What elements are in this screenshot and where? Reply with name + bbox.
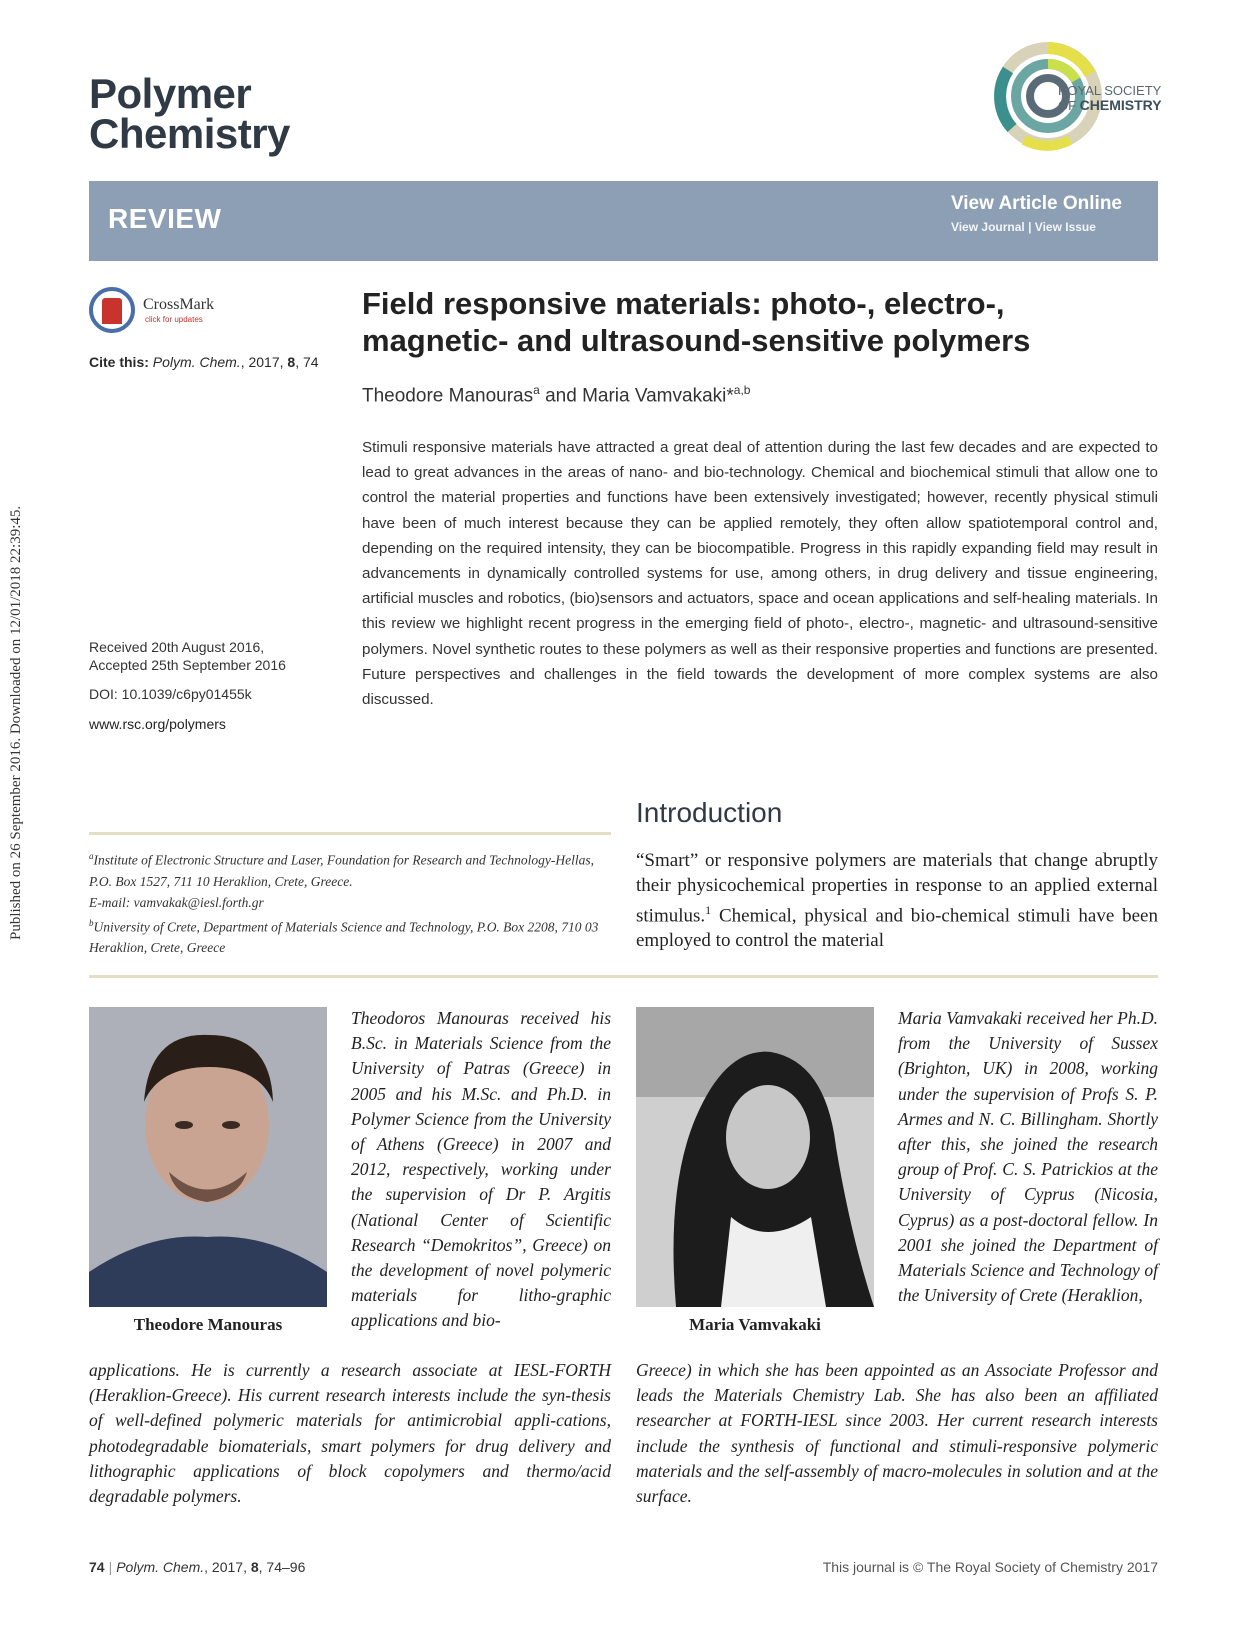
- author-list: [362, 383, 750, 407]
- author-and: and: [539, 385, 583, 407]
- affiliation-a-text: Institute of Electronic Structure and Laser, Foundation for Research and Technology-Hellas, P.O. Box 1527, 711 10 Heraklion, Crete, Greece.: [89, 852, 594, 889]
- cite-page: , 74: [295, 354, 319, 370]
- cite-journal: Polym. Chem.: [152, 354, 241, 370]
- footer-journal: Polym. Chem.: [116, 1559, 205, 1575]
- view-links: [951, 220, 1122, 234]
- article-type-label: REVIEW: [108, 203, 222, 234]
- view-journal-link[interactable]: View Journal: [950, 220, 1025, 234]
- bio-vamvakaki-part1: Maria Vamvakaki received her Ph.D. from the University of Sussex (Brighton, UK) in 2008, working under the supervision of Profs S. P. Armes and N. C. Billingham. Shortly after this, she joined the research group of Prof. C. S. Patrickios at the University of Cyprus (Nicosia, Cyprus) as a post-doctoral fellow. In 2001 she joined the Department of Materials Science and Technology of the University of Crete (Heraklion,: [898, 1008, 1158, 1306]
- banner-links: [951, 193, 1122, 234]
- footer-volume: 8: [250, 1559, 259, 1575]
- view-article-online-link[interactable]: View Article Online: [950, 193, 1122, 214]
- photo-caption-vamvakaki: Maria Vamvakaki: [689, 1315, 821, 1334]
- copyright: This journal is © The Royal Society of Chemistry 2017: [822, 1559, 1158, 1575]
- footer-year: , 2017,: [204, 1559, 251, 1575]
- footer-citation: [89, 1559, 305, 1575]
- doi[interactable]: DOI: 10.1039/c6py01455k: [89, 686, 252, 702]
- journal-title-line1: Polymer: [89, 70, 252, 117]
- author-2-affil: a,b: [733, 383, 751, 397]
- rsc-wordmark-chemistry: CHEMISTRY: [1079, 97, 1162, 113]
- cite-label: Cite this:: [89, 354, 149, 370]
- crossmark-badge[interactable]: [89, 287, 229, 337]
- divider: [89, 975, 1158, 978]
- intro-text-2: Chemical, physical and bio-chemical stimuli have been employed to control the material: [636, 905, 1158, 952]
- author-1: Theodore Manouras: [362, 385, 534, 407]
- author-photo-manouras: [89, 1007, 327, 1307]
- link-divider: |: [1024, 220, 1035, 234]
- rsc-wordmark: [1058, 84, 1162, 113]
- rsc-wordmark-line1: ROYAL SOCIETY: [1058, 83, 1162, 98]
- journal-website-link[interactable]: www.rsc.org/polymers: [89, 716, 226, 732]
- review-banner: [89, 181, 1158, 261]
- intro-paragraph: [636, 848, 1158, 953]
- article-title: Field responsive materials: photo-, electro-, magnetic- and ultrasound-sensitive polymers: [362, 286, 1031, 358]
- bio-vamvakaki-part2: Greece) in which she has been appointed as an Associate Professor and leads the Materials Chemistry Lab. She has also been an affiliated researcher at FORTH-IESL since 2003. Her current research interests include the synthesis of functional and stimuli-responsive polymeric materials and the self-assembly of macro-molecules in solution and at the surface.: [636, 1360, 1158, 1507]
- intro-text-1: “Smart” or responsive polymers are materials that change abruptly their physicochemical properties in response to an applied external stimulus.: [636, 850, 1158, 927]
- crossmark-sub: click for updates: [145, 315, 203, 324]
- download-stamp: Published on 26 September 2016. Downloaded on 12/01/2018 22:39:45.: [8, 505, 24, 940]
- dates: [89, 638, 286, 674]
- citation: [89, 354, 319, 370]
- abstract: Stimuli responsive materials have attracted a great deal of attention during the last few decades and are expected to lead to great advances in the areas of nano- and bio-technology. Chemical and biochemical stimuli that allow one to control the material properties and functions have been extensively investigated; however, recently physical stimuli have been of much interest because they can be applied remotely, they often allow spatiotemporal control and, depending on the required intensity, they can be biocompatible. Progress in this rapidly expanding field may result in advancements in dynamically controlled systems for use, among others, in drug delivery and tissue engineering, artificial muscles and robotics, (bio)sensors and actuators, space and ocean applications and self-healing materials. In this review we highlight recent progress in the emerging field of photo-, electro-, magnetic- and ultrasound-sensitive polymers. Novel synthetic routes to these polymers as well as their responsive properties and functions are presented. Future perspectives and challenges in the field towards the development of more complex systems are also discussed.: [362, 439, 1158, 709]
- affiliations: [89, 846, 619, 958]
- journal-title-line2: Chemistry: [89, 110, 290, 157]
- divider: [89, 832, 611, 835]
- affiliation-b-mark: b: [89, 917, 94, 928]
- author-1-affil: a: [533, 383, 540, 397]
- affiliation-a-mark: a: [89, 851, 94, 861]
- view-issue-link[interactable]: View Issue: [1034, 220, 1096, 234]
- footer-separator: |: [108, 1559, 113, 1575]
- bio-manouras-part2: applications. He is currently a research associate at IESL-FORTH (Heraklion-Greece). His current research interests include the syn-thesis of well-defined polymeric materials for antimicrobial appli-cations, photodegradable biomaterials, smart polymers for drug delivery and lithographic applications of block copolymers and thermo/acid degradable polymers.: [89, 1360, 611, 1507]
- author-2: Maria Vamvakaki*: [582, 385, 734, 407]
- affiliation-b-text: University of Crete, Department of Materials Science and Technology, P.O. Box 2208, 710 03 Heraklion, Crete, Greece: [89, 919, 599, 955]
- page-number: 74: [89, 1559, 105, 1575]
- reference-1[interactable]: 1: [705, 903, 712, 917]
- crossmark-label: CrossMark: [143, 296, 215, 313]
- affiliation-b: [89, 913, 619, 959]
- received-date: Received 20th August 2016,: [89, 639, 265, 655]
- rsc-wordmark-line2: [1058, 98, 1162, 113]
- footer-pages: , 74–96: [258, 1559, 306, 1575]
- rsc-wordmark-of: OF: [1058, 98, 1080, 113]
- crossmark-icon: [89, 287, 135, 333]
- cite-volume: 8: [287, 354, 296, 370]
- journal-title: [89, 70, 290, 157]
- accepted-date: Accepted 25th September 2016: [89, 657, 286, 673]
- cite-year: , 2017,: [240, 354, 288, 370]
- bio-manouras-part1: Theodoros Manouras received his B.Sc. in Materials Science from the University of Patras (Greece) in 2005 and his M.Sc. and Ph.D. in Polymer Science from the University of Athens (Greece) in 2007 and 2012, respectively, working under the supervision of Dr P. Argitis (National Center of Scientific Research “Demokritos”, Greece) on the development of novel polymeric materials for litho-graphic applications and bio-: [351, 1008, 611, 1331]
- photo-caption-manouras: Theodore Manouras: [133, 1315, 283, 1334]
- corresponding-email[interactable]: E-mail: vamvakak@iesl.forth.gr: [89, 894, 264, 910]
- affiliation-a: [89, 846, 619, 892]
- section-heading: Introduction: [636, 797, 783, 828]
- author-photo-vamvakaki: [636, 1007, 874, 1307]
